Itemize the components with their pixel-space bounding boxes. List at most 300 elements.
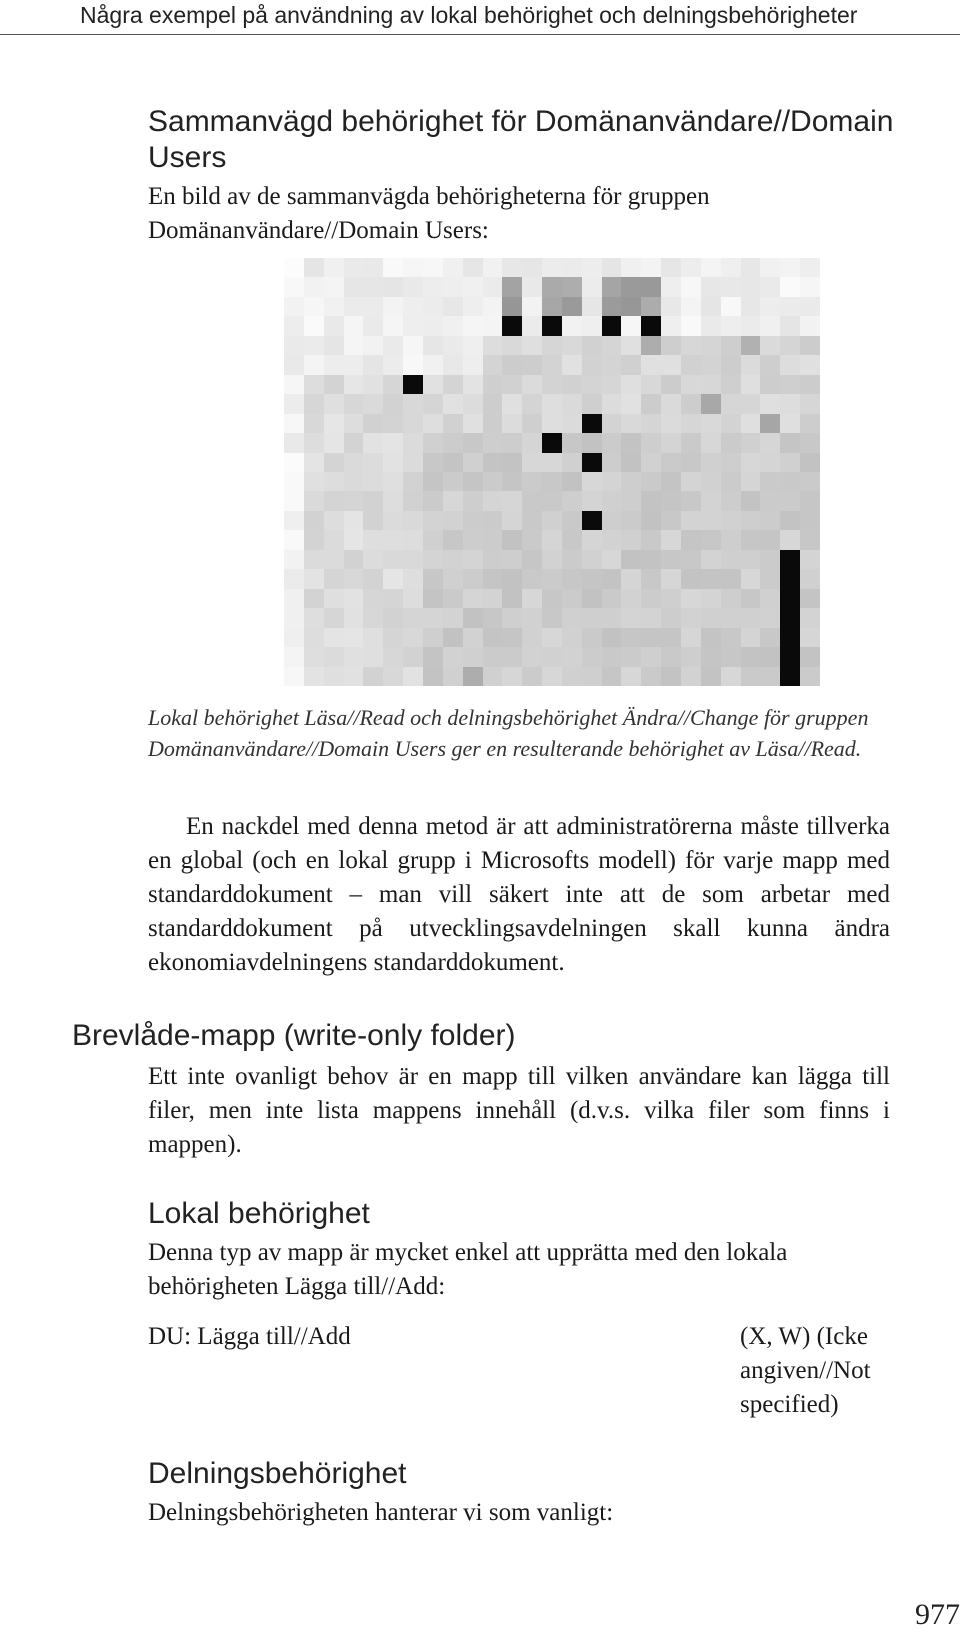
figure-pixel [721, 336, 741, 355]
figure-pixel [463, 667, 483, 686]
section-heading-share: Delningsbehörighet [148, 1457, 407, 1490]
figure-pixel [661, 569, 681, 588]
figure-pixel [800, 394, 820, 413]
figure-pixel [681, 550, 701, 569]
figure-pixel [701, 336, 721, 355]
figure-pixel [760, 258, 780, 277]
figure-pixel [621, 355, 641, 374]
section-intro-mailbox: Ett inte ovanligt behov är en mapp till vilken användare kan lägga till filer, men inte lista mappens innehåll (d.v.s. vilka filer som finns i mappen). [148, 1063, 890, 1158]
figure-pixel [800, 336, 820, 355]
figure-pixel [363, 453, 383, 472]
figure-pixel [582, 394, 602, 413]
figure-pixel [284, 433, 304, 452]
figure-pixel [681, 628, 701, 647]
figure-pixel [502, 647, 522, 666]
figure-pixel [701, 414, 721, 433]
figure-pixel [522, 277, 542, 296]
figure-pixel [800, 569, 820, 588]
figure-pixel [621, 608, 641, 627]
figure-pixel [741, 258, 761, 277]
figure-pixel [423, 297, 443, 316]
figure-pixel [800, 647, 820, 666]
figure-pixel [741, 453, 761, 472]
figure-pixel [780, 569, 800, 588]
figure-pixel [284, 608, 304, 627]
figure-pixel [304, 608, 324, 627]
figure-pixel [443, 453, 463, 472]
figure-pixel [463, 530, 483, 549]
figure-pixel [463, 472, 483, 491]
figure-pixel [344, 530, 364, 549]
figure-pixel [483, 647, 503, 666]
figure-pixel [284, 569, 304, 588]
figure-pixel [542, 511, 562, 530]
figure-pixel [304, 414, 324, 433]
figure-pixel [621, 414, 641, 433]
figure-pixel [443, 472, 463, 491]
figure-pixel [383, 472, 403, 491]
figure-pixel [760, 375, 780, 394]
figure-pixel [403, 589, 423, 608]
figure-pixel [324, 569, 344, 588]
figure-pixel [542, 667, 562, 686]
figure-pixel [463, 511, 483, 530]
figure-pixel [741, 628, 761, 647]
figure-pixel [582, 589, 602, 608]
figure-pixel [661, 258, 681, 277]
figure-pixel [602, 628, 622, 647]
figure-pixel [463, 453, 483, 472]
figure-pixel [284, 297, 304, 316]
figure-pixel [800, 277, 820, 296]
figure-pixel [760, 433, 780, 452]
figure-pixel [641, 375, 661, 394]
figure-pixel [542, 569, 562, 588]
figure-pixel [463, 336, 483, 355]
figure-pixel [621, 375, 641, 394]
figure-pixel [741, 433, 761, 452]
figure-pixel [463, 355, 483, 374]
figure-pixel [621, 589, 641, 608]
figure-pixel [542, 336, 562, 355]
figure-pixel [324, 511, 344, 530]
figure-pixel [641, 628, 661, 647]
figure-pixel [721, 647, 741, 666]
figure-pixel [542, 472, 562, 491]
figure-pixel [443, 258, 463, 277]
figure-pixel [344, 297, 364, 316]
figure-pixel [661, 394, 681, 413]
figure-pixel [621, 550, 641, 569]
figure-pixel [304, 511, 324, 530]
figure-pixel [463, 608, 483, 627]
figure-pixel [582, 491, 602, 510]
figure-pixel [800, 414, 820, 433]
figure-pixel [502, 569, 522, 588]
figure-pixel [780, 394, 800, 413]
figure-pixel [522, 628, 542, 647]
figure-pixel [383, 355, 403, 374]
figure-pixel [304, 394, 324, 413]
figure-pixel [284, 628, 304, 647]
figure-pixel [721, 608, 741, 627]
figure-pixel [681, 569, 701, 588]
figure-pixel [344, 511, 364, 530]
figure-pixel [344, 569, 364, 588]
figure-pixel [502, 628, 522, 647]
figure-pixel [344, 355, 364, 374]
figure-pixel [582, 453, 602, 472]
figure-pixel [502, 277, 522, 296]
figure-pixel [542, 453, 562, 472]
figure-pixel [324, 277, 344, 296]
figure-pixel [383, 530, 403, 549]
figure-pixel [304, 550, 324, 569]
figure-pixel [383, 511, 403, 530]
figure-pixel [602, 453, 622, 472]
figure-pixel [363, 530, 383, 549]
figure-pixel [463, 628, 483, 647]
figure-pixel [463, 491, 483, 510]
figure-pixel [304, 433, 324, 452]
figure-pixel [483, 414, 503, 433]
figure-pixel [542, 491, 562, 510]
page-number: 977 [915, 1598, 960, 1631]
figure-pixel [383, 258, 403, 277]
figure-pixel [304, 277, 324, 296]
figure-pixel [641, 355, 661, 374]
figure-pixel [443, 491, 463, 510]
figure-pixel [701, 608, 721, 627]
figure-pixel [363, 375, 383, 394]
running-header: Några exempel på användning av lokal behörighet och delningsbehörigheter [80, 2, 858, 28]
figure-pixel [621, 336, 641, 355]
figure-pixel [483, 258, 503, 277]
figure-pixel [800, 453, 820, 472]
figure-pixel [760, 491, 780, 510]
figure-pixel [780, 647, 800, 666]
figure-pixel [780, 491, 800, 510]
figure-pixel [383, 414, 403, 433]
figure-pixel [562, 394, 582, 413]
figure-pixel [403, 472, 423, 491]
combined-permissions-figure [284, 258, 820, 686]
figure-pixel [641, 569, 661, 588]
figure-pixel [721, 277, 741, 296]
figure-pixel [463, 375, 483, 394]
figure-pixel [621, 667, 641, 686]
figure-pixel [741, 355, 761, 374]
figure-pixel [701, 433, 721, 452]
figure-pixel [522, 336, 542, 355]
figure-pixel [363, 472, 383, 491]
figure-pixel [602, 667, 622, 686]
section-intro-combined: En bild av de sammanvägda behörigheterna för gruppen Domänanvändare//Domain Users: [148, 183, 710, 244]
figure-pixel [304, 453, 324, 472]
figure-pixel [721, 667, 741, 686]
figure-pixel [363, 433, 383, 452]
figure-pixel [602, 258, 622, 277]
figure-pixel [522, 491, 542, 510]
figure-pixel [582, 258, 602, 277]
figure-pixel [284, 316, 304, 335]
figure-pixel [661, 667, 681, 686]
figure-pixel [562, 297, 582, 316]
figure-pixel [641, 297, 661, 316]
figure-pixel [344, 336, 364, 355]
figure-pixel [602, 316, 622, 335]
figure-pixel [324, 375, 344, 394]
figure-pixel [483, 336, 503, 355]
figure-pixel [542, 628, 562, 647]
figure-pixel [741, 297, 761, 316]
figure-pixel [582, 316, 602, 335]
figure-pixel [661, 608, 681, 627]
figure-pixel [681, 647, 701, 666]
figure-pixel [443, 530, 463, 549]
figure-pixel [483, 569, 503, 588]
paragraph-drawback: En nackdel med denna metod är att administratörerna måste tillverka en global (och en lokal grupp i Microsofts modell) för varje mapp med standarddokument – man vill säkert inte att de som arbetar med standarddokument på utvecklingsavdelningen skall kunna ändra ekonomiavdelningens standarddokument. [148, 813, 890, 976]
figure-pixel [800, 589, 820, 608]
figure-pixel [344, 258, 364, 277]
figure-pixel [562, 316, 582, 335]
figure-pixel [344, 277, 364, 296]
figure-pixel [483, 355, 503, 374]
figure-pixel [741, 316, 761, 335]
figure-pixel [641, 258, 661, 277]
figure-pixel [403, 647, 423, 666]
figure-pixel [502, 258, 522, 277]
figure-pixel [383, 394, 403, 413]
figure-pixel [403, 569, 423, 588]
figure-pixel [800, 472, 820, 491]
figure-pixel [483, 628, 503, 647]
figure-pixel [324, 667, 344, 686]
figure-pixel [423, 355, 443, 374]
figure-pixel [641, 647, 661, 666]
figure-pixel [701, 569, 721, 588]
figure-pixel [363, 608, 383, 627]
figure-pixel [562, 569, 582, 588]
figure-pixel [443, 511, 463, 530]
figure-pixel [701, 316, 721, 335]
figure-pixel [721, 355, 741, 374]
figure-pixel [582, 628, 602, 647]
figure-pixel [800, 433, 820, 452]
figure-pixel [602, 569, 622, 588]
figure-pixel [760, 316, 780, 335]
figure-pixel [383, 433, 403, 452]
figure-pixel [463, 550, 483, 569]
figure-pixel [701, 258, 721, 277]
figure-pixel [681, 297, 701, 316]
figure-pixel [582, 336, 602, 355]
figure-pixel [344, 550, 364, 569]
figure-pixel [463, 277, 483, 296]
figure-pixel [602, 647, 622, 666]
figure-pixel [621, 569, 641, 588]
figure-pixel [800, 258, 820, 277]
figure-pixel [800, 375, 820, 394]
figure-pixel [443, 667, 463, 686]
figure-pixel [681, 394, 701, 413]
figure-pixel [800, 297, 820, 316]
figure-pixel [483, 394, 503, 413]
figure-pixel [403, 277, 423, 296]
figure-pixel [522, 375, 542, 394]
figure-pixel [304, 355, 324, 374]
figure-pixel [403, 297, 423, 316]
figure-pixel [661, 647, 681, 666]
figure-pixel [661, 336, 681, 355]
figure-pixel [423, 608, 443, 627]
figure-pixel [383, 316, 403, 335]
figure-pixel [304, 258, 324, 277]
figure-pixel [681, 375, 701, 394]
figure-pixel [661, 316, 681, 335]
figure-pixel [522, 530, 542, 549]
figure-pixel [741, 569, 761, 588]
figure-pixel [800, 550, 820, 569]
figure-pixel [284, 336, 304, 355]
figure-pixel [403, 453, 423, 472]
figure-pixel [721, 433, 741, 452]
figure-pixel [780, 628, 800, 647]
figure-pixel [542, 394, 562, 413]
figure-pixel [760, 647, 780, 666]
figure-pixel [483, 297, 503, 316]
figure-pixel [641, 472, 661, 491]
figure-pixel [641, 277, 661, 296]
figure-pixel [522, 667, 542, 686]
figure-pixel [800, 316, 820, 335]
figure-pixel [363, 569, 383, 588]
figure-pixel [582, 647, 602, 666]
figure-pixel [383, 667, 403, 686]
figure-pixel [403, 316, 423, 335]
figure-pixel [542, 258, 562, 277]
figure-pixel [741, 511, 761, 530]
figure-pixel [363, 550, 383, 569]
figure-pixel [423, 277, 443, 296]
figure-pixel [562, 355, 582, 374]
figure-pixel [383, 277, 403, 296]
figure-pixel [701, 550, 721, 569]
figure-pixel [324, 355, 344, 374]
figure-pixel [363, 355, 383, 374]
figure-pixel [562, 491, 582, 510]
figure-pixel [661, 355, 681, 374]
figure-pixel [641, 530, 661, 549]
figure-pixel [681, 355, 701, 374]
figure-pixel [423, 316, 443, 335]
figure-pixel [502, 297, 522, 316]
figure-pixel [780, 589, 800, 608]
figure-pixel [363, 336, 383, 355]
figure-pixel [641, 589, 661, 608]
figure-pixel [483, 511, 503, 530]
figure-pixel [443, 414, 463, 433]
figure-pixel [741, 491, 761, 510]
figure-pixel [800, 667, 820, 686]
figure-pixel [741, 394, 761, 413]
section-intro-share: Delningsbehörigheten hanterar vi som vanligt: [148, 1499, 614, 1526]
figure-pixel [621, 433, 641, 452]
figure-pixel [284, 667, 304, 686]
section-heading-mailbox: Brevlåde-mapp (write-only folder) [72, 1019, 516, 1052]
figure-pixel [542, 277, 562, 296]
figure-pixel [780, 608, 800, 627]
figure-pixel [542, 316, 562, 335]
figure-pixel [701, 375, 721, 394]
figure-pixel [324, 589, 344, 608]
figure-pixel [760, 336, 780, 355]
figure-pixel [502, 491, 522, 510]
figure-pixel [324, 628, 344, 647]
figure-pixel [701, 667, 721, 686]
figure-pixel [324, 491, 344, 510]
figure-pixel [681, 258, 701, 277]
figure-pixel [423, 589, 443, 608]
figure-pixel [602, 336, 622, 355]
figure-pixel [284, 258, 304, 277]
figure-pixel [363, 394, 383, 413]
figure-pixel [800, 608, 820, 627]
figure-pixel [800, 511, 820, 530]
figure-pixel [304, 297, 324, 316]
figure-pixel [522, 647, 542, 666]
figure-pixel [602, 511, 622, 530]
figure-pixel [760, 355, 780, 374]
figure-pixel [701, 277, 721, 296]
figure-pixel [661, 375, 681, 394]
figure-pixel [423, 472, 443, 491]
figure-pixel [701, 297, 721, 316]
figure-pixel [641, 550, 661, 569]
figure-pixel [363, 297, 383, 316]
figure-pixel [562, 647, 582, 666]
figure-pixel [383, 608, 403, 627]
figure-pixel [502, 336, 522, 355]
figure-pixel [443, 569, 463, 588]
figure-pixel [363, 628, 383, 647]
figure-pixel [324, 453, 344, 472]
figure-pixel [383, 336, 403, 355]
figure-pixel [284, 453, 304, 472]
figure-pixel [780, 414, 800, 433]
figure-pixel [661, 414, 681, 433]
figure-pixel [522, 355, 542, 374]
figure-pixel [562, 608, 582, 627]
figure-pixel [681, 667, 701, 686]
figure-pixel [582, 550, 602, 569]
figure-pixel [800, 355, 820, 374]
figure-pixel [741, 336, 761, 355]
figure-pixel [681, 316, 701, 335]
figure-pixel [780, 316, 800, 335]
figure-pixel [641, 316, 661, 335]
figure-pixel [383, 491, 403, 510]
figure-pixel [721, 316, 741, 335]
figure-pixel [423, 375, 443, 394]
figure-pixel [483, 453, 503, 472]
figure-pixel [483, 433, 503, 452]
figure-pixel [483, 530, 503, 549]
figure-pixel [363, 316, 383, 335]
figure-pixel [383, 375, 403, 394]
figure-pixel [304, 589, 324, 608]
figure-pixel [502, 667, 522, 686]
